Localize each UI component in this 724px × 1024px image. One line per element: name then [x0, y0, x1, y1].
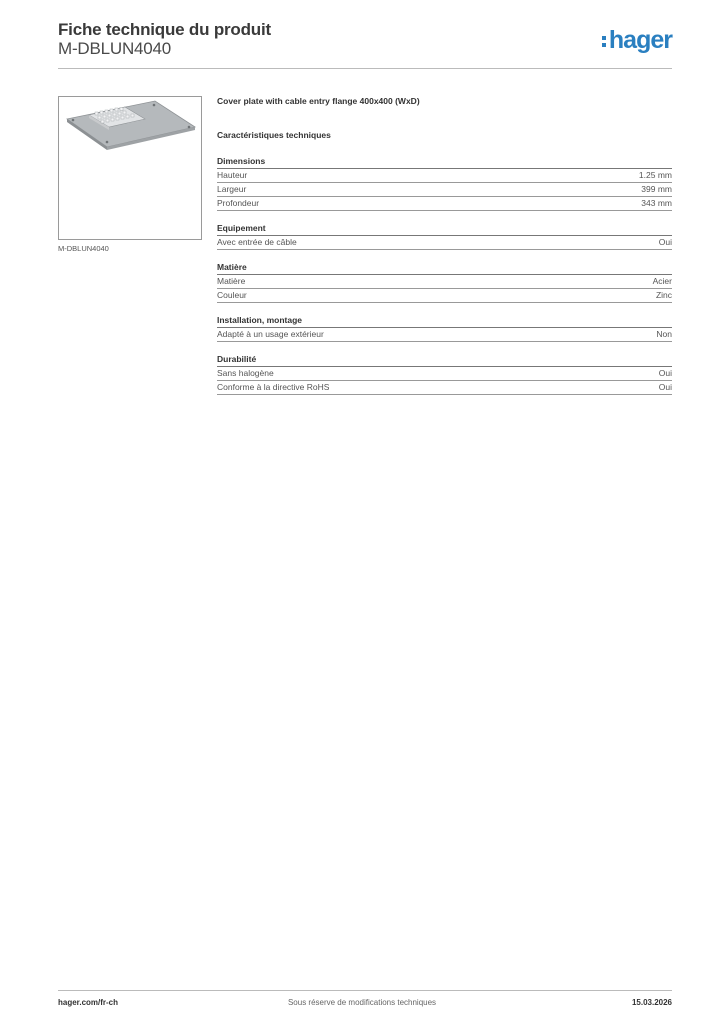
spec-value: Acier [652, 276, 672, 286]
spec-value: Oui [658, 237, 672, 247]
spec-row [217, 367, 672, 381]
spec-group-title: Dimensions [217, 156, 672, 169]
product-reference: M-DBLUN4040 [58, 39, 172, 58]
spec-label: Matière [217, 276, 246, 286]
spec-group-title: Matière [217, 262, 672, 275]
image-caption: M-DBLUN4040 [58, 244, 109, 253]
spec-label: Couleur [217, 290, 247, 300]
cover-plate-image [59, 97, 201, 239]
logo-text: hager [608, 26, 672, 54]
spec-label: Profondeur [217, 198, 260, 208]
spec-group-title: Equipement [217, 223, 672, 236]
spec-row [217, 236, 672, 250]
footer-website[interactable]: hager.com/fr-ch [58, 998, 119, 1007]
spec-label: Avec entrée de câble [217, 237, 297, 247]
logo-dots-icon [602, 36, 607, 50]
spec-groups [217, 156, 672, 395]
spec-value: Zinc [655, 290, 672, 300]
spec-group [217, 223, 672, 250]
spec-value: 343 mm [641, 198, 672, 208]
spec-label: Hauteur [217, 170, 248, 180]
spec-row [217, 183, 672, 197]
page-title: Fiche technique du produit [58, 20, 271, 39]
spec-label: Largeur [217, 184, 247, 194]
spec-row [217, 381, 672, 395]
spec-value: 1.25 mm [638, 170, 672, 180]
spec-group-title: Installation, montage [217, 315, 672, 328]
product-image [58, 96, 202, 240]
spec-value: 399 mm [641, 184, 672, 194]
spec-group [217, 262, 672, 303]
spec-content [217, 96, 672, 395]
spec-group [217, 354, 672, 395]
spec-value: Oui [658, 368, 672, 378]
spec-row [217, 328, 672, 342]
spec-row [217, 275, 672, 289]
footer-date: 15.03.2026 [631, 998, 672, 1007]
spec-group [217, 156, 672, 211]
characteristics-heading: Caractéristiques techniques [217, 130, 331, 140]
footer-divider [58, 990, 672, 991]
hager-logo [602, 28, 672, 53]
spec-row [217, 169, 672, 183]
header-divider [58, 68, 672, 69]
spec-row [217, 197, 672, 211]
spec-row [217, 289, 672, 303]
spec-label: Sans halogène [217, 368, 274, 378]
spec-group [217, 315, 672, 342]
spec-label: Adapté à un usage extérieur [217, 329, 324, 339]
product-description: Cover plate with cable entry flange 400x400 (WxD) [217, 96, 420, 106]
spec-value: Non [656, 329, 672, 339]
spec-value: Oui [658, 382, 672, 392]
spec-label: Conforme à la directive RoHS [217, 382, 330, 392]
footer-disclaimer: Sous réserve de modifications techniques [287, 998, 437, 1007]
page-header [58, 20, 672, 70]
spec-group-title: Durabilité [217, 354, 672, 367]
